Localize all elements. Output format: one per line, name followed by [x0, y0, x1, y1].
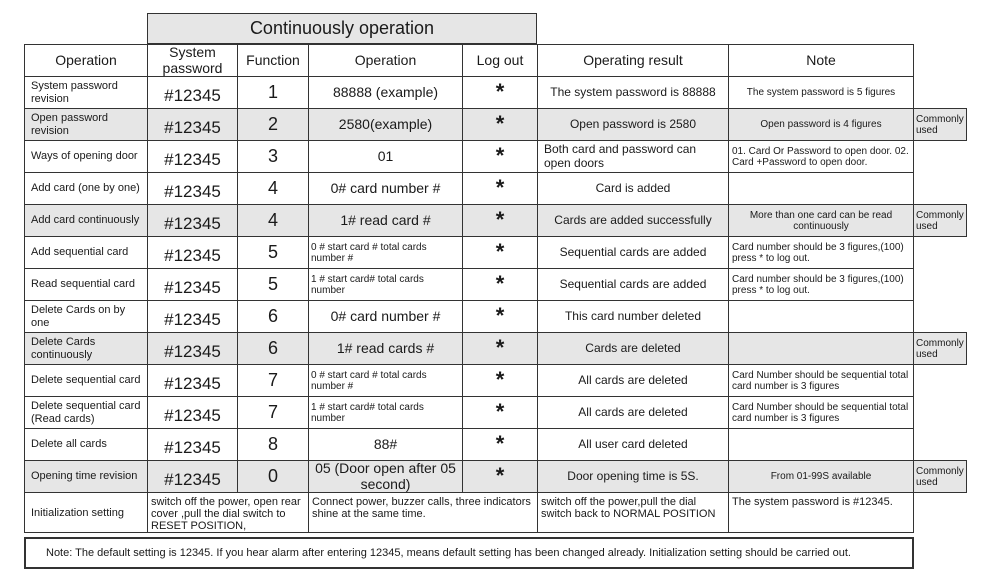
function-cell: 4: [238, 205, 309, 237]
function-cell: 4: [238, 173, 309, 205]
password-cell: #12345: [148, 141, 238, 173]
function-cell: 7: [238, 397, 309, 429]
note-cell: From 01-99S available: [729, 461, 914, 493]
password-cell: #12345: [148, 365, 238, 397]
commonly-used-tag: [914, 301, 967, 333]
password-cell: #12345: [148, 237, 238, 269]
password-cell: #12345: [148, 109, 238, 141]
logout-cell: *: [463, 237, 538, 269]
operation-cell: Delete sequential card: [25, 365, 148, 397]
header-operation: Operation: [25, 45, 148, 77]
logout-cell: *: [463, 461, 538, 493]
note-cell: Card number should be 3 figures,(100) press * to log out.: [729, 237, 914, 269]
operation-cell: Add card (one by one): [25, 173, 148, 205]
commonly-used-tag: [914, 397, 967, 429]
operation-cell: Read sequential card: [25, 269, 148, 301]
function-cell: 3: [238, 141, 309, 173]
header-operating-result: Operating result: [538, 45, 729, 77]
table-row: [25, 269, 967, 301]
operation-steps-cell: 0# card number #: [309, 301, 463, 333]
note-cell: 01. Card Or Password to open door. 02. Card +Password to open door.: [729, 141, 914, 173]
table-row: [25, 461, 967, 493]
header-log-out: Log out: [463, 45, 538, 77]
operation-steps-cell: 0 # start card # total cards number #: [309, 365, 463, 397]
function-cell: 6: [238, 301, 309, 333]
init-power-cell: Connect power, buzzer calls, three indicators shine at the same time.: [309, 493, 538, 533]
operation-steps-cell: 05 (Door open after 05 second): [309, 461, 463, 493]
operation-cell: Open password revision: [25, 109, 148, 141]
commonly-used-tag: [914, 77, 967, 109]
result-cell: Sequential cards are added: [538, 237, 729, 269]
table-row: [25, 141, 967, 173]
table-row: [25, 109, 967, 141]
logout-cell: *: [463, 77, 538, 109]
note-cell: Open password is 4 figures: [729, 109, 914, 141]
commonly-used-tag: [914, 269, 967, 301]
header-system-password: System password: [148, 45, 238, 77]
header-note: Note: [729, 45, 914, 77]
logout-cell: *: [463, 269, 538, 301]
operation-cell: Ways of opening door: [25, 141, 148, 173]
logout-cell: *: [463, 429, 538, 461]
result-cell: All user card deleted: [538, 429, 729, 461]
operation-cell: Add card continuously: [25, 205, 148, 237]
operation-table: [24, 44, 967, 533]
logout-cell: *: [463, 333, 538, 365]
result-cell: Card is added: [538, 173, 729, 205]
password-cell: #12345: [148, 173, 238, 205]
table-row: [25, 397, 967, 429]
result-cell: All cards are deleted: [538, 397, 729, 429]
operation-steps-cell: 2580(example): [309, 109, 463, 141]
note-cell: The system password is 5 figures: [729, 77, 914, 109]
commonly-used-tag: Commonly used: [914, 461, 967, 493]
init-note-cell: The system password is #12345.: [729, 493, 914, 533]
header-row: [25, 45, 967, 77]
result-cell: Cards are added successfully: [538, 205, 729, 237]
note-cell: Card number should be 3 figures,(100) press * to log out.: [729, 269, 914, 301]
password-cell: #12345: [148, 301, 238, 333]
initialization-row: [25, 493, 967, 533]
init-result-cell: switch off the power,pull the dial switch back to NORMAL POSITION: [538, 493, 729, 533]
result-cell: Door opening time is 5S.: [538, 461, 729, 493]
commonly-used-tag: [914, 237, 967, 269]
header-operation-steps: Operation: [309, 45, 463, 77]
logout-cell: *: [463, 109, 538, 141]
operation-steps-cell: 1 # start card# total cards number: [309, 397, 463, 429]
logout-cell: *: [463, 141, 538, 173]
operation-steps-cell: 1# read cards #: [309, 333, 463, 365]
logout-cell: *: [463, 301, 538, 333]
header-function: Function: [238, 45, 309, 77]
function-cell: 8: [238, 429, 309, 461]
header-extra: [914, 45, 967, 77]
commonly-used-tag: Commonly used: [914, 205, 967, 237]
password-cell: #12345: [148, 77, 238, 109]
init-operation-cell: Initialization setting: [25, 493, 148, 533]
table-row: [25, 77, 967, 109]
operation-steps-cell: 01: [309, 141, 463, 173]
password-cell: #12345: [148, 429, 238, 461]
function-cell: 7: [238, 365, 309, 397]
note-cell: [729, 333, 914, 365]
result-cell: Cards are deleted: [538, 333, 729, 365]
result-cell: Open password is 2580: [538, 109, 729, 141]
operation-cell: Opening time revision: [25, 461, 148, 493]
table-row: [25, 333, 967, 365]
operation-steps-cell: 88888 (example): [309, 77, 463, 109]
logout-cell: *: [463, 397, 538, 429]
logout-cell: *: [463, 365, 538, 397]
operation-cell: Add sequential card: [25, 237, 148, 269]
table-row: [25, 429, 967, 461]
operation-steps-cell: 1 # start card# total cards number: [309, 269, 463, 301]
commonly-used-tag: [914, 365, 967, 397]
result-cell: Sequential cards are added: [538, 269, 729, 301]
table-title: Continuously operation: [147, 13, 537, 44]
password-cell: #12345: [148, 397, 238, 429]
table-row: [25, 365, 967, 397]
result-cell: This card number deleted: [538, 301, 729, 333]
commonly-used-tag: [914, 429, 967, 461]
commonly-used-tag: [914, 141, 967, 173]
operation-steps-cell: 0# card number #: [309, 173, 463, 205]
table-row: [25, 173, 967, 205]
operation-cell: System password revision: [25, 77, 148, 109]
result-cell: Both card and password can open doors: [538, 141, 729, 173]
function-cell: 2: [238, 109, 309, 141]
note-cell: [729, 429, 914, 461]
table-row: [25, 301, 967, 333]
note-cell: More than one card can be read continuously: [729, 205, 914, 237]
commonly-used-tag: [914, 173, 967, 205]
operation-cell: Delete sequential card (Read cards): [25, 397, 148, 429]
init-extra: [914, 493, 967, 533]
operation-cell: Delete Cards continuously: [25, 333, 148, 365]
table-row: [25, 205, 967, 237]
function-cell: 5: [238, 237, 309, 269]
password-cell: #12345: [148, 269, 238, 301]
operation-cell: Delete Cards on by one: [25, 301, 148, 333]
function-cell: 1: [238, 77, 309, 109]
password-cell: #12345: [148, 333, 238, 365]
note-cell: [729, 173, 914, 205]
operation-cell: Delete all cards: [25, 429, 148, 461]
result-cell: The system password is 88888: [538, 77, 729, 109]
password-cell: #12345: [148, 461, 238, 493]
operation-steps-cell: 0 # start card # total cards number #: [309, 237, 463, 269]
commonly-used-tag: Commonly used: [914, 333, 967, 365]
function-cell: 0: [238, 461, 309, 493]
result-cell: All cards are deleted: [538, 365, 729, 397]
logout-cell: *: [463, 205, 538, 237]
commonly-used-tag: Commonly used: [914, 109, 967, 141]
operation-steps-cell: 1# read card #: [309, 205, 463, 237]
logout-cell: *: [463, 173, 538, 205]
footer-note: Note: The default setting is 12345. If you hear alarm after entering 12345, means default setting has been changed already. Initialization setting should be carried out.: [24, 537, 914, 569]
note-cell: [729, 301, 914, 333]
init-steps-cell: switch off the power, open rear cover ,pull the dial switch to RESET POSITION,: [148, 493, 309, 533]
function-cell: 6: [238, 333, 309, 365]
function-cell: 5: [238, 269, 309, 301]
password-cell: #12345: [148, 205, 238, 237]
table-row: [25, 237, 967, 269]
operation-steps-cell: 88#: [309, 429, 463, 461]
note-cell: Card Number should be sequential total card number is 3 figures: [729, 365, 914, 397]
note-cell: Card Number should be sequential total card number is 3 figures: [729, 397, 914, 429]
